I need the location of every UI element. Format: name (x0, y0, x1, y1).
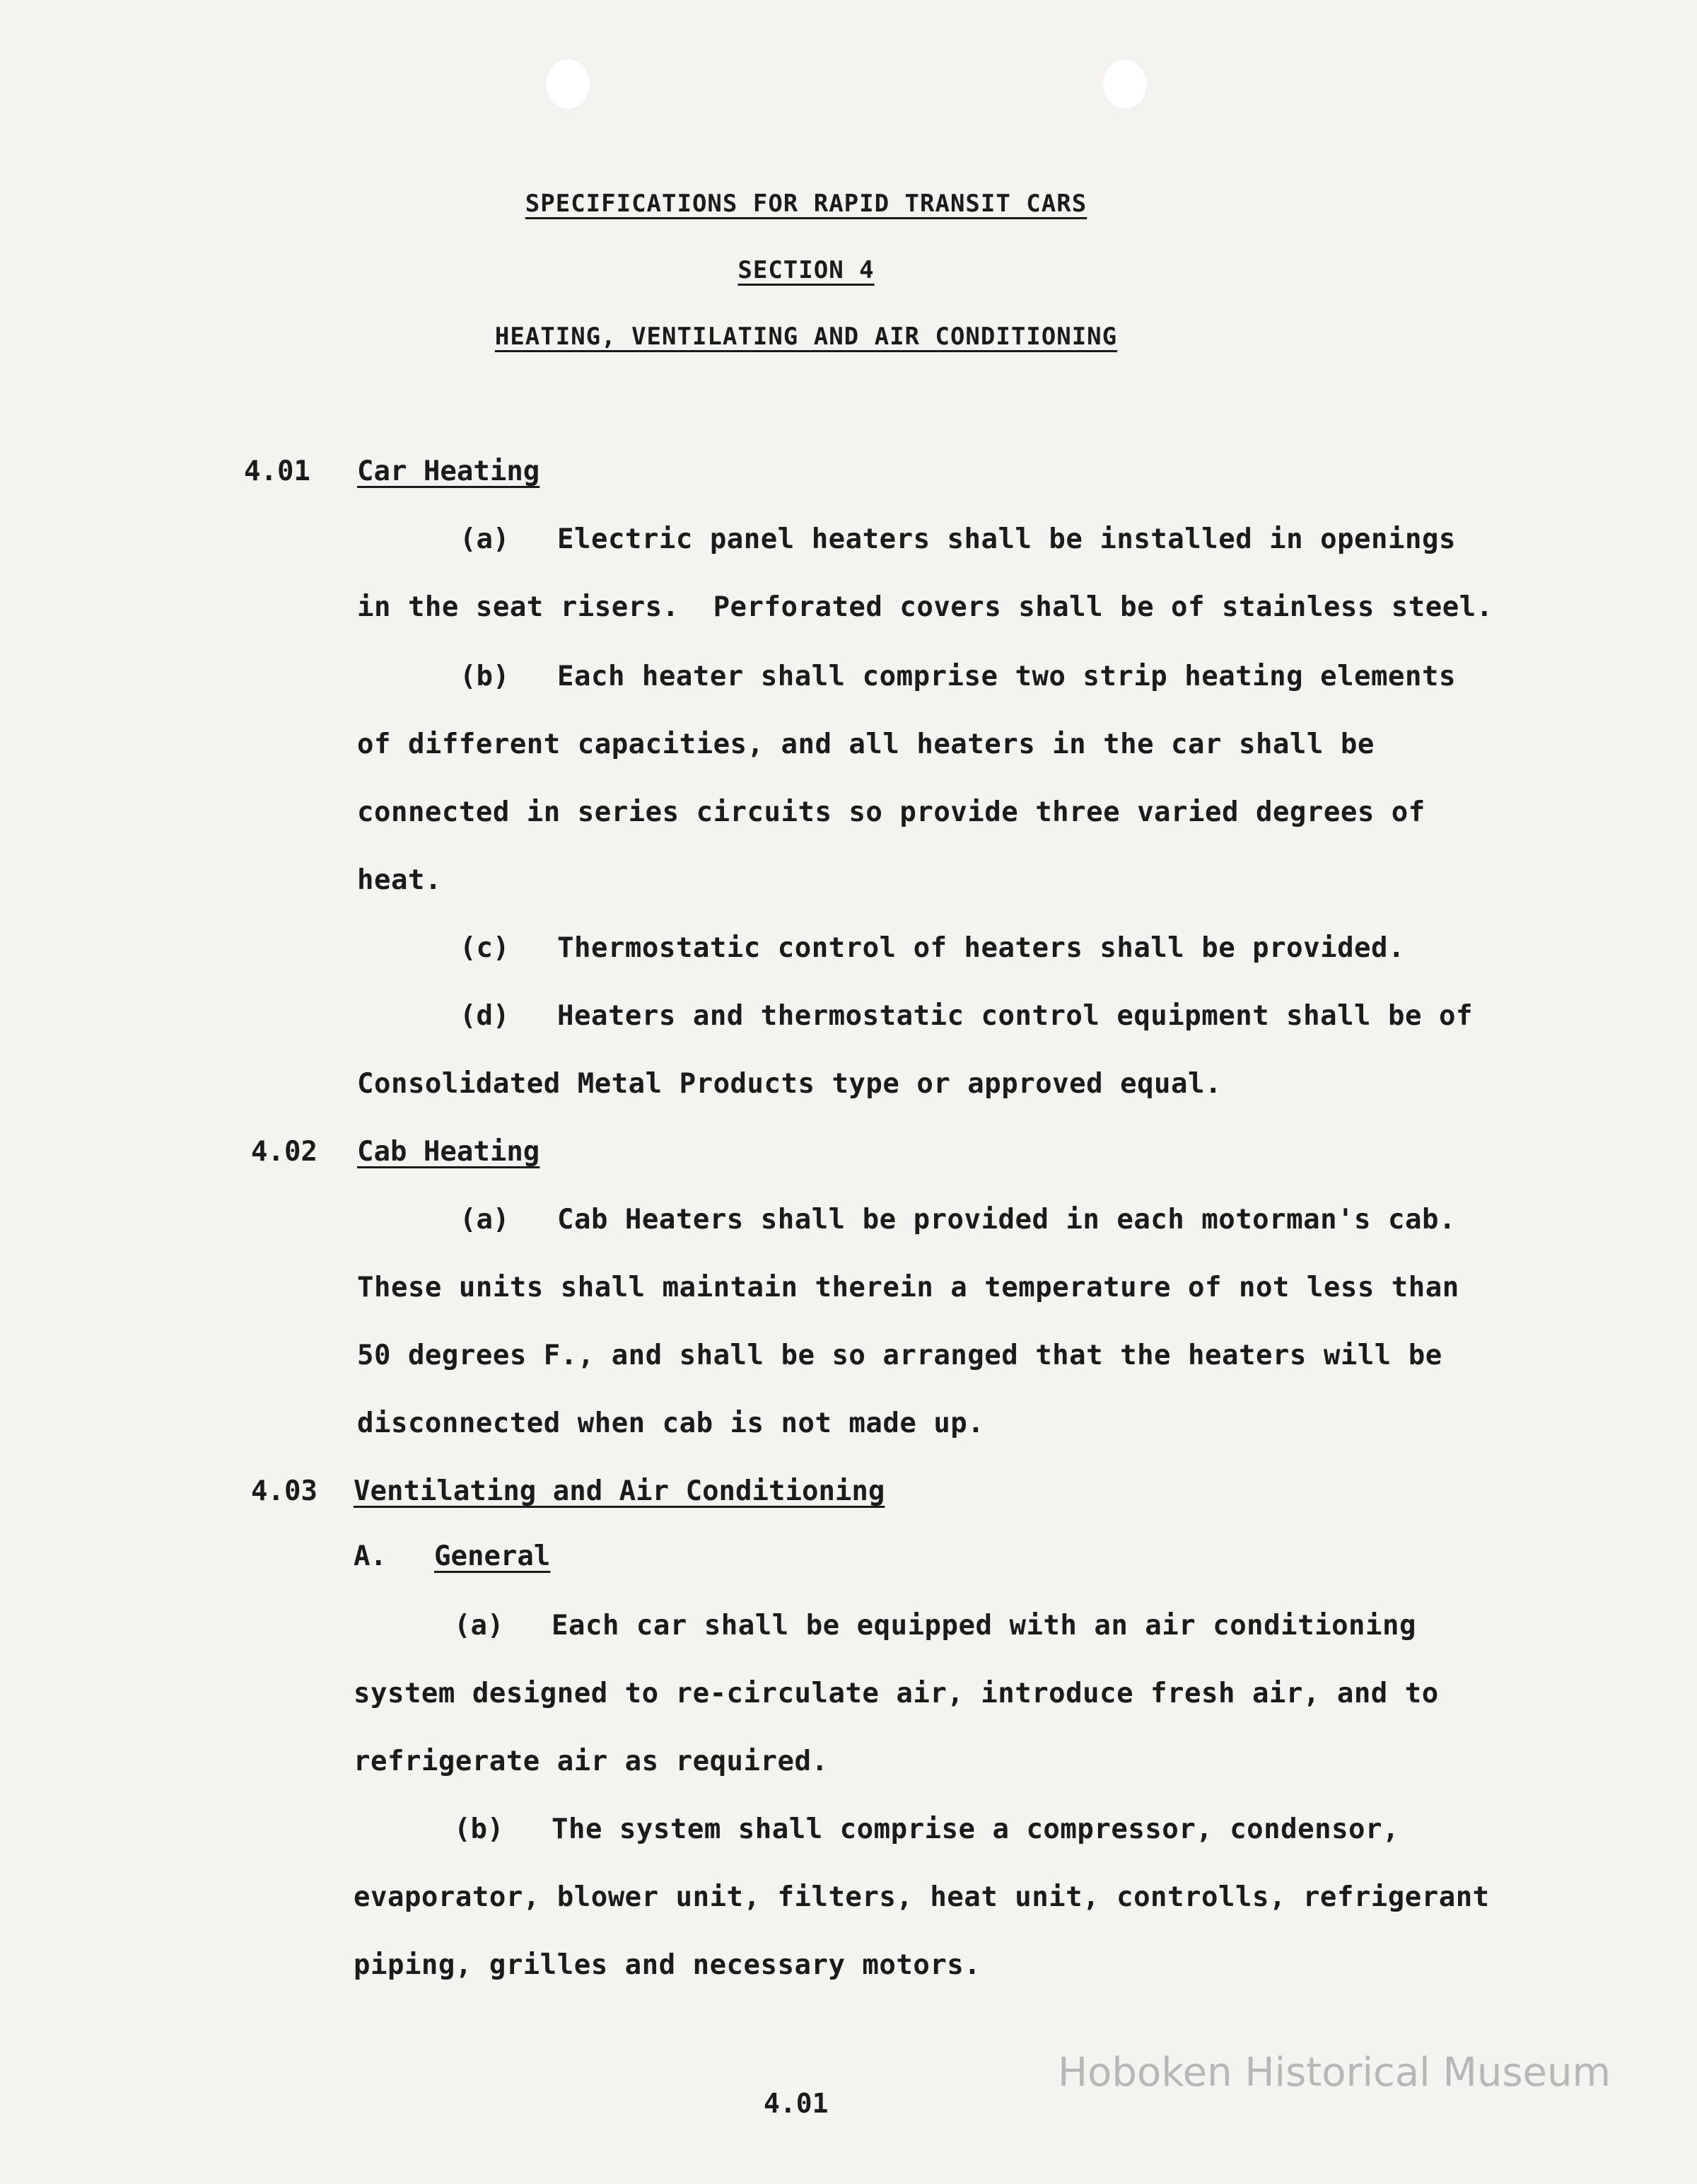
section-title: Ventilating and Air Conditioning (354, 1475, 885, 1507)
item-marker: (b) (460, 661, 510, 692)
paragraph-line: of different capacities, and all heaters in the car shall be (357, 728, 1375, 760)
subsection-title: General (434, 1540, 551, 1572)
item-marker: (d) (460, 1000, 510, 1032)
museum-watermark: Hoboken Historical Museum (1058, 2050, 1611, 2096)
section-number: 4.02 (251, 1136, 317, 1168)
section-number: 4.01 (244, 455, 310, 487)
item-marker: (a) (454, 1610, 504, 1642)
paragraph-line: 50 degrees F., and shall be so arranged that the heaters will be (357, 1340, 1442, 1371)
item-marker: (b) (454, 1813, 504, 1845)
paragraph-line: heat. (357, 864, 442, 896)
section-subtitle: HEATING, VENTILATING AND AIR CONDITIONING (494, 323, 1118, 351)
item-marker: (a) (460, 1204, 510, 1236)
paragraph-line: evaporator, blower unit, filters, heat unit, controlls, refrigerant (354, 1881, 1490, 1913)
paragraph-line: The system shall comprise a compressor, condensor, (552, 1813, 1399, 1845)
page-number: 4.01 (764, 2088, 829, 2119)
item-marker: (c) (460, 932, 510, 964)
section-title: Car Heating (357, 455, 540, 487)
paragraph-line: disconnected when cab is not made up. (357, 1407, 985, 1439)
paragraph-line: refrigerate air as required. (354, 1746, 829, 1777)
punch-hole-right (1102, 58, 1148, 110)
paragraph-line: in the seat risers. Perforated covers shall be of stainless steel. (357, 591, 1493, 623)
section-title: Cab Heating (357, 1136, 540, 1168)
section-heading: SECTION 4 (737, 256, 875, 284)
paragraph-line: connected in series circuits so provide three varied degrees of (357, 796, 1425, 828)
paragraph-line: Cab Heaters shall be provided in each motorman's cab. (557, 1204, 1456, 1236)
paragraph-line: Each heater shall comprise two strip heating elements (557, 661, 1456, 692)
paragraph-line: Consolidated Metal Products type or approved equal. (357, 1068, 1222, 1100)
item-marker: (a) (460, 523, 510, 555)
paragraph-line: Each car shall be equipped with an air conditioning (552, 1610, 1416, 1642)
paragraph-line: piping, grilles and necessary motors. (354, 1949, 981, 1981)
paragraph-line: Electric panel heaters shall be installed in openings (557, 523, 1456, 555)
paragraph-line: Thermostatic control of heaters shall be provided. (557, 932, 1405, 964)
document-title: SPECIFICATIONS FOR RAPID TRANSIT CARS (525, 190, 1087, 218)
paragraph-line: These units shall maintain therein a temperature of not less than (357, 1272, 1459, 1303)
section-number: 4.03 (251, 1475, 317, 1507)
punch-hole-left (544, 58, 591, 110)
subsection-marker: A. (354, 1540, 387, 1572)
paragraph-line: system designed to re-circulate air, introduce fresh air, and to (354, 1678, 1439, 1709)
paragraph-line: Heaters and thermostatic control equipment shall be of (557, 1000, 1473, 1032)
